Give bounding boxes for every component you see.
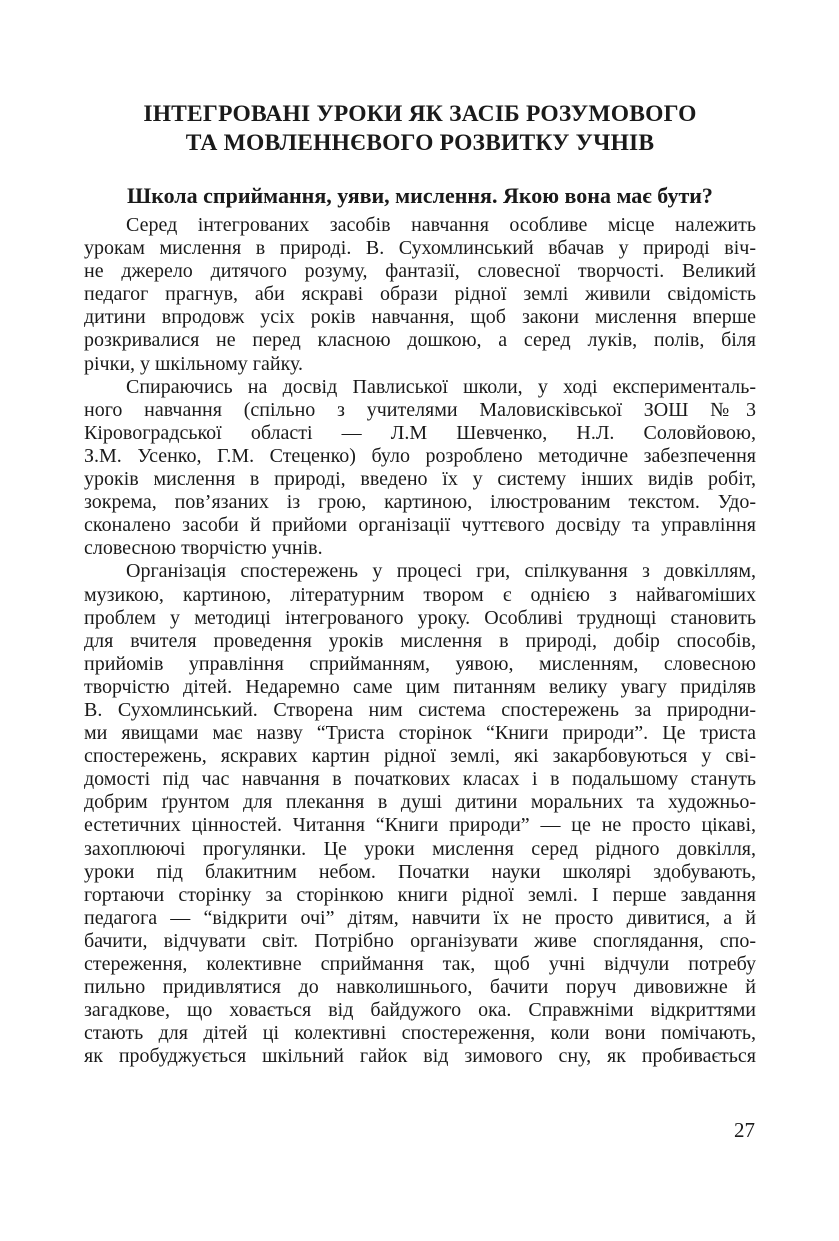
text-line: як пробуджується шкільний гайок від зимового сну, як пробивається [84, 1045, 756, 1068]
section-title: Школа сприймання, уяви, мислення. Якою вона має бути? [127, 183, 713, 208]
text-line: захоплюючі прогулянки. Це уроки мислення серед рідного довкілля, [84, 837, 756, 860]
text-line: Спираючись на досвід Павлиської школи, у ході експерименталь- [126, 375, 756, 398]
paragraph-3 [84, 560, 756, 1068]
text-line: Серед інтегрованих засобів навчання особливе місце належить [126, 214, 756, 236]
paragraph-1 [84, 214, 756, 376]
text-line: спостережень, яскравих картин рідної землі, які закарбовуються у сві- [84, 745, 756, 768]
text-line: не джерело дитячого розуму, фантазії, словесної творчості. Великий [84, 260, 756, 283]
chapter-title [84, 100, 756, 158]
text-line: прийомів управління сприйманням, уявою, мисленням, словесною [84, 652, 756, 675]
text-line: ного навчання (спільно з учителями Маловисківської ЗОШ №3 [84, 398, 756, 421]
text-line: уроків мислення в природі, введено їх у систему інших видів робіт, [84, 468, 756, 491]
text-line: для вчителя проведення уроків мислення в природі, добір способів, [84, 629, 756, 652]
text-line: стереження, колективне сприймання так, щоб учні відчули потребу [84, 953, 756, 975]
paragraph-2 [84, 376, 756, 561]
text-line: творчістю дітей. Недаремно саме цим питанням велику увагу приділяв [84, 675, 756, 698]
page-content [84, 96, 756, 1068]
text-line: В. Сухомлинський. Створена ним система спостережень за природни- [84, 698, 756, 721]
text-line: педагога — “відкрити очі” дітям, навчити їх не просто дивитися, а й [84, 906, 756, 929]
text-line: річки, у шкільному гайку. [84, 352, 304, 375]
text-line: музикою, картиною, літературним твором є однією з найвагоміших [84, 583, 756, 606]
text-line: бачити, відчувати світ. Потрібно організувати живе споглядання, спо- [84, 929, 756, 952]
text-line: дитини впродовж усіх років навчання, щоб закони мислення вперше [84, 306, 756, 329]
text-line: уроки під блакитним небом. Початки науки школярі здобувають, [84, 860, 756, 883]
text-line: гортаючи сторінку за сторінкою книги рідної землі. І перше завдання [84, 883, 756, 906]
text-line: З.М. Усенко, Г.М. Стеценко) було розроблено методичне забезпечення [84, 444, 756, 467]
text-line: пильно придивлятися до навколишнього, бачити поруч дивовижне й [84, 976, 756, 999]
text-line: Організація спостережень у процесі гри, спілкування з довкіллям, [126, 560, 756, 583]
chapter-title-line-1: ІНТЕГРОВАНІ УРОКИ ЯК ЗАСІБ РОЗУМОВОГО [143, 101, 697, 127]
text-line: естетичних цінностей. Читання “Книги природи” — це не просто цікаві, [84, 814, 756, 837]
text-line: урокам мислення в природі. В. Сухомлинський вбачав у природі віч- [84, 237, 756, 260]
text-line: проблем у методиці інтегрованого уроку. Особливі труднощі становить [84, 606, 756, 629]
text-line: словесною творчістю учнів. [84, 537, 323, 560]
text-line: стають для дітей ці колективні спостереження, коли вони помічають, [84, 1022, 756, 1045]
text-line: зокрема, пов’язаних із грою, картиною, ілюстрованим текстом. Удо- [84, 491, 756, 514]
text-line: розкривалися не перед класною дошкою, а серед луків, полів, біля [84, 329, 756, 352]
text-line: домості під час навчання в початкових класах і в подальшому стануть [84, 768, 756, 791]
text-line: педагог прагнув, аби яскраві образи рідної землі живили свідомість [84, 283, 756, 306]
text-line: загадкове, що ховається від байдужого ока. Справжніми відкриттями [84, 999, 756, 1022]
text-line: сконалено засоби й прийоми організації чуттєвого досвіду та управління [84, 514, 756, 537]
chapter-title-line-2: ТА МОВЛЕННЄВОГО РОЗВИТКУ УЧНІВ [185, 130, 655, 156]
text-line: ми явищами має назву “Триста сторінок “Книги природи”. Це триста [84, 722, 756, 745]
text-line: добрим ґрунтом для плекання в душі дитини моральних та художньо- [84, 791, 756, 814]
page-number: 27 [734, 1118, 755, 1142]
text-line: Кіровоградської області — Л.М Шевченко, Н.Л. Соловйовою, [84, 421, 756, 444]
